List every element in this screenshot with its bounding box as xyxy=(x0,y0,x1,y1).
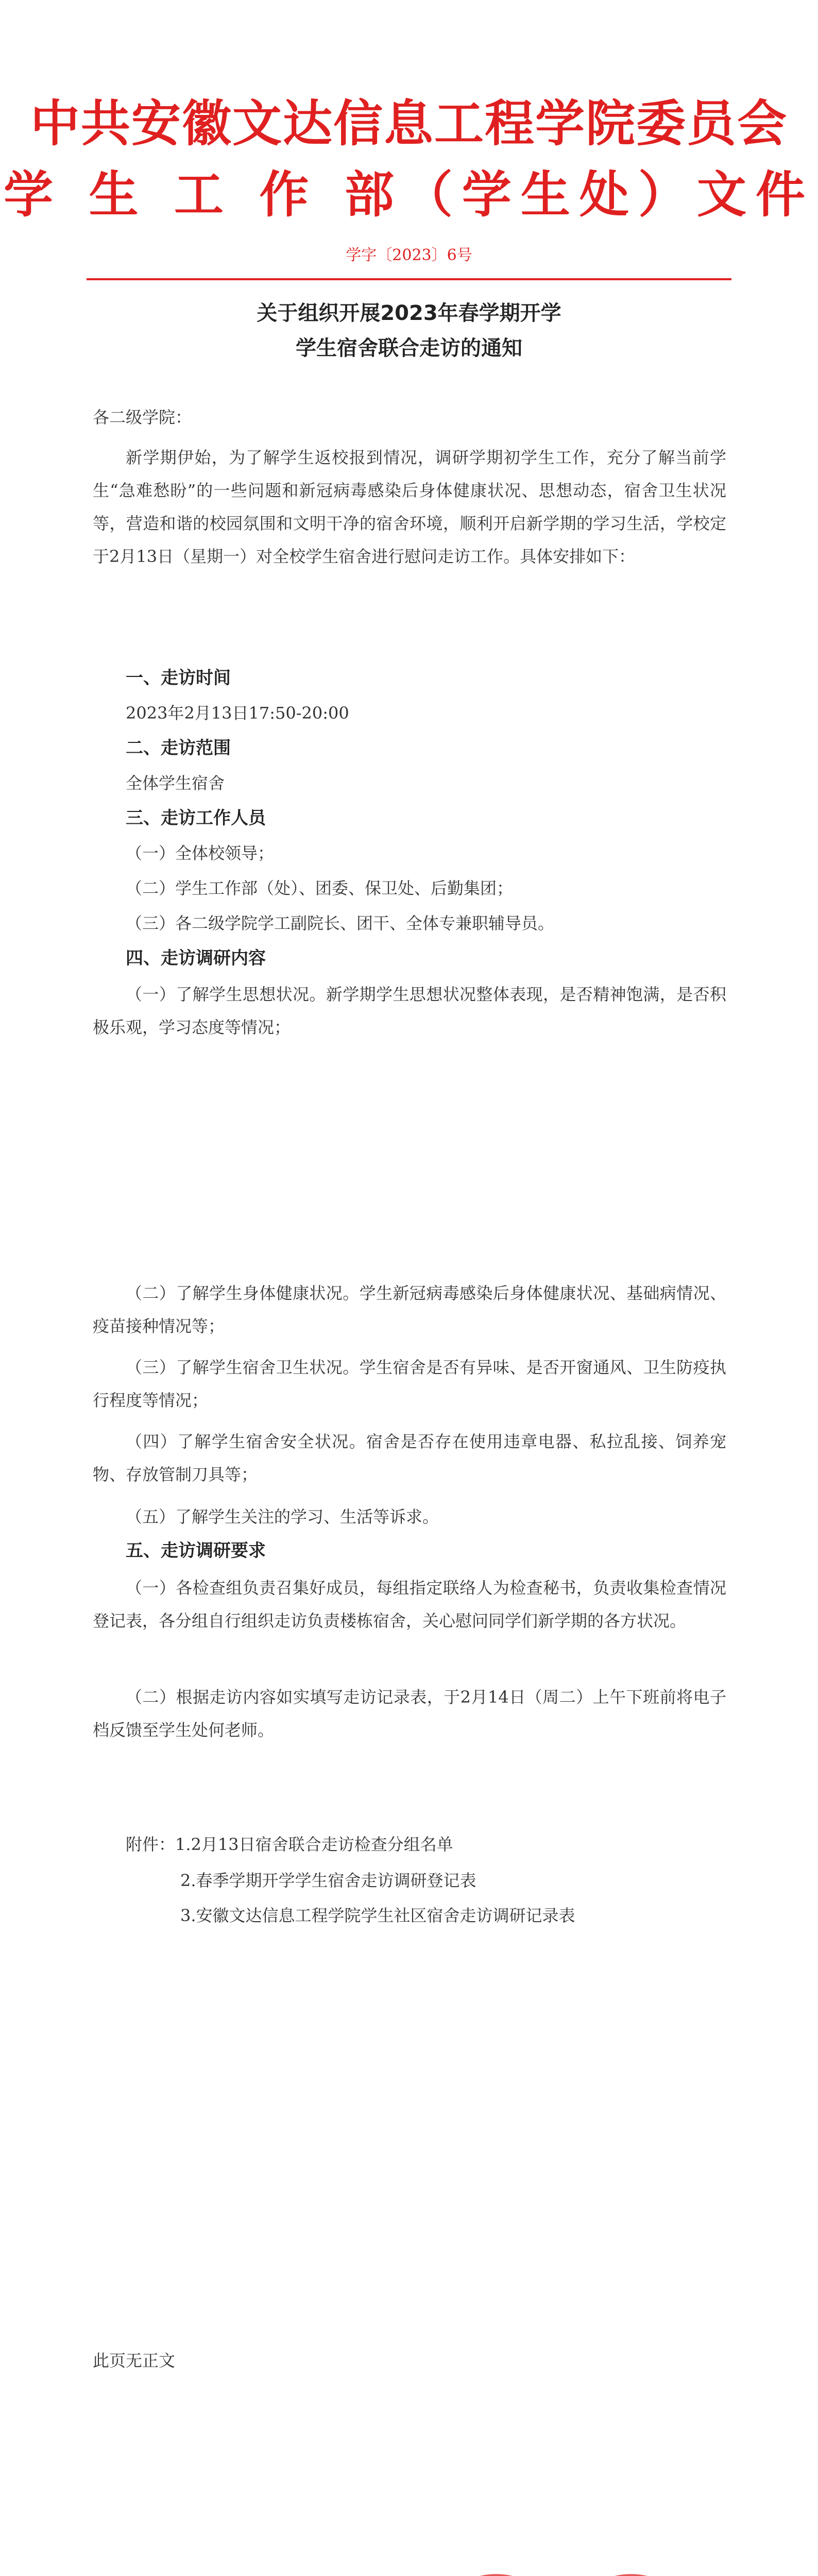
no-text-note: 此页无正文 xyxy=(93,2351,176,2370)
intro-paragraph: 新学期伊始，为了解学生返校报到情况，调研学期初学生工作，充分了解当前学生“急难愁盼”的一些问题和新冠病毒感染后身体健康状况、思想动态，宿舍卫生状况等，营造和谐的校园氛围和文明干净的宿舍环境，顺利开启新学期的学习生活，学校定于2月13日（星期一）对全校学生宿舍进行慰问走访工作。具体安排如下： xyxy=(93,448,726,566)
content-item-1: （一）了解学生思想状况。新学期学生思想状况整体表现，是否精神饱满，是否积极乐观，学习态度等情况； xyxy=(93,985,726,1037)
requirement-item-2: （二）根据走访内容如实填写走访记录表，于2月14日（周二）上午下班前将电子档反馈至学生处何老师。 xyxy=(93,1687,726,1740)
requirement-item-1: （一）各检查组负责召集好成员，每组指定联络人为检查秘书，负责收集检查情况登记表，各分组自行组织走访负责楼栋宿舍，关心慰问同学们新学期的各方状况。 xyxy=(93,1578,726,1631)
content-item-5: （五）了解学生关注的学习、生活等诉求。 xyxy=(126,1507,439,1527)
content-item-3: （三）了解学生宿舍卫生状况。学生宿舍是否有异味、是否开窗通风、卫生防疫执行程度等情况； xyxy=(93,1358,726,1410)
section-heading-requirements: 五、走访调研要求 xyxy=(126,1540,266,1561)
section-heading-content: 四、走访调研内容 xyxy=(126,948,266,969)
header-title-line1: 中共安徽文达信息工程学院委员会 xyxy=(30,95,788,152)
content-item-4: （四）了解学生宿舍安全状况。宿舍是否存在使用违章电器、私拉乱接、饲养宠物、存放管制刀具等； xyxy=(93,1432,726,1484)
header-title-line2: 学 生 工 作 部（学生处）文件 xyxy=(4,166,814,224)
section-heading-scope: 二、走访范围 xyxy=(126,738,231,758)
notice-title-line1: 关于组织开展2023年春学期开学 xyxy=(257,301,561,325)
right-seal-stamp xyxy=(556,2571,706,2576)
attachment-3: 3.安徽文达信息工程学院学生社区宿舍走访调研记录表 xyxy=(180,1906,575,1925)
document-number: 学字〔2023〕6号 xyxy=(346,246,472,264)
red-divider xyxy=(87,278,731,280)
notice-title-line2: 学生宿舍联合走访的通知 xyxy=(296,336,522,360)
section-heading-staff: 三、走访工作人员 xyxy=(126,808,266,828)
staff-item-3: （三）各二级学院学工副院长、团干、全体专兼职辅导员。 xyxy=(126,913,555,933)
section-time-value: 2023年2月13日17:50-20:00 xyxy=(126,703,349,723)
left-seal-stamp xyxy=(421,2571,571,2576)
salutation: 各二级学院： xyxy=(93,408,192,427)
section-heading-time: 一、走访时间 xyxy=(126,668,231,688)
attachment-2: 2.春季学期开学学生宿舍走访调研登记表 xyxy=(180,1871,476,1890)
staff-item-1: （一）全体校领导； xyxy=(126,843,275,863)
attachment-1: 附件：1.2月13日宿舍联合走访检查分组名单 xyxy=(126,1835,453,1854)
content-item-2: （二）了解学生身体健康状况。学生新冠病毒感染后身体健康状况、基础病情况、疫苗接种情况等； xyxy=(93,1283,726,1336)
staff-item-2: （二）学生工作部（处）、团委、保卫处、后勤集团； xyxy=(126,878,514,898)
section-scope-value: 全体学生宿舍 xyxy=(126,773,225,793)
